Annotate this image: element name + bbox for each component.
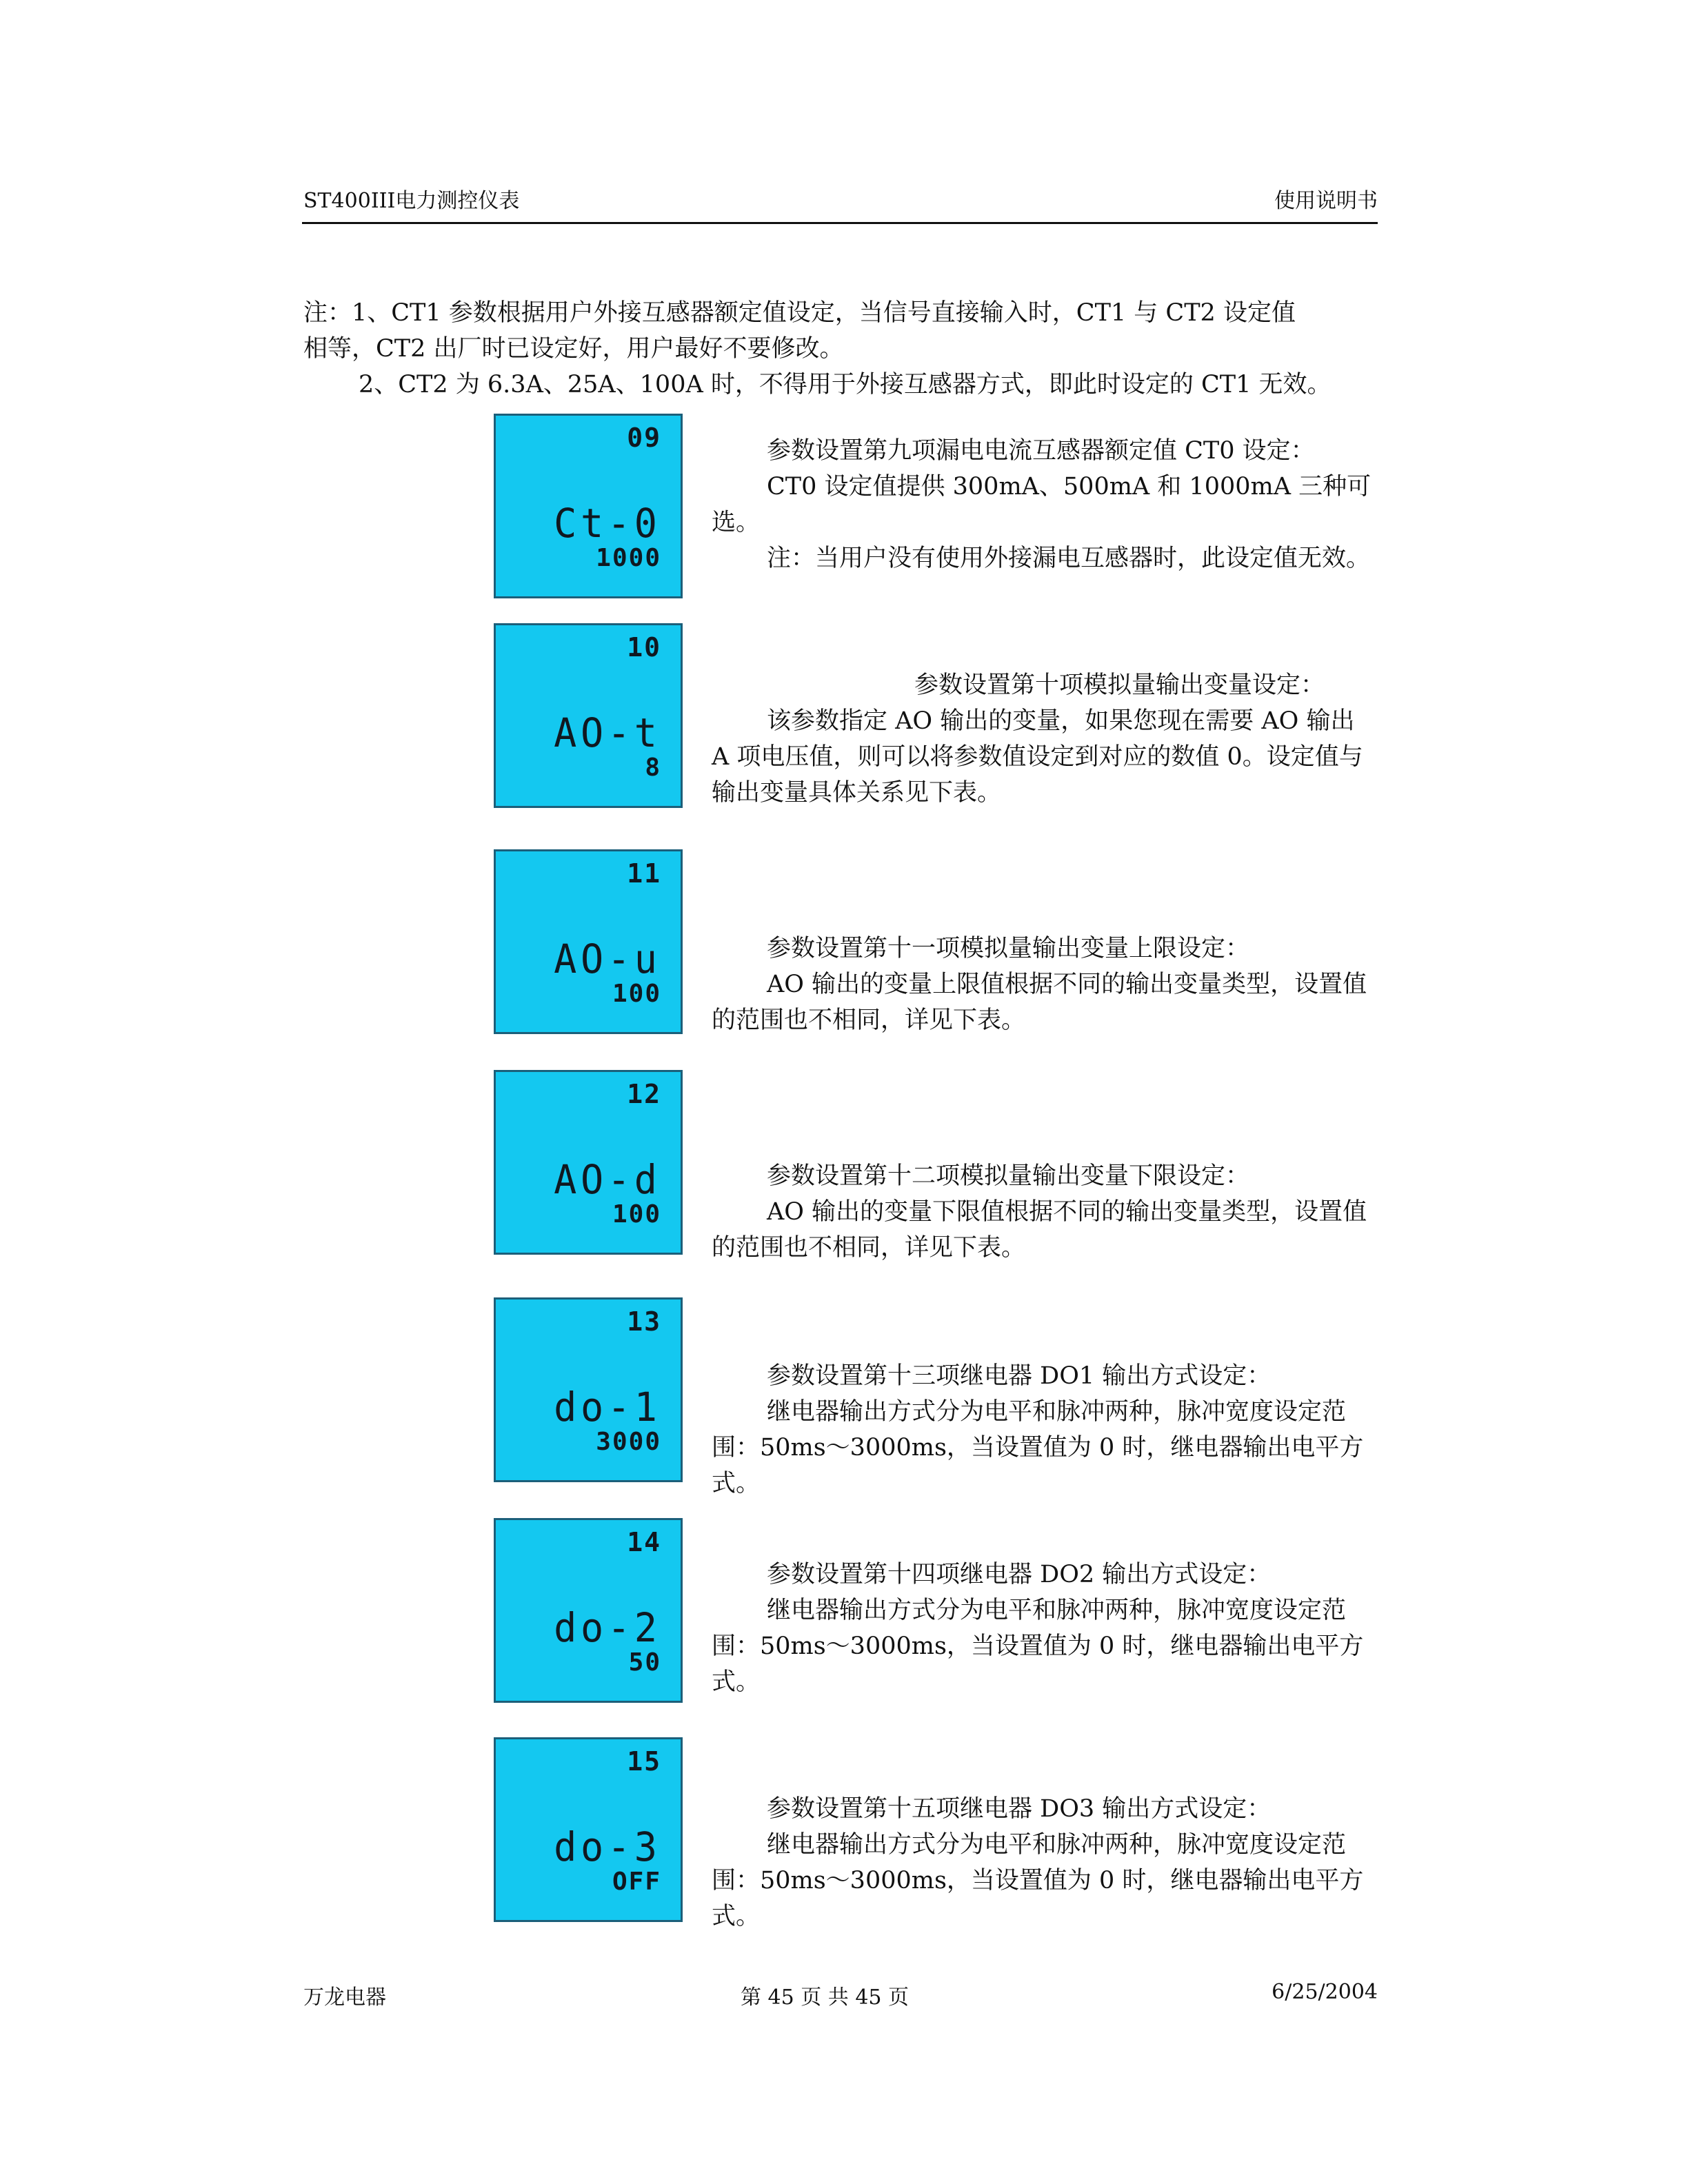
lcd-param-value: 100 bbox=[612, 1200, 661, 1228]
param-description-11 bbox=[712, 931, 1378, 1038]
footer-page-number: 第 45 页 共 45 页 bbox=[741, 1985, 910, 2010]
lcd-item-number: 15 bbox=[627, 1746, 661, 1777]
param-title: 参数设置第十四项继电器 DO2 输出方式设定： bbox=[767, 1561, 1272, 1588]
header-divider bbox=[302, 222, 1378, 224]
lcd-param-code: do-2 bbox=[554, 1604, 661, 1651]
param-title: 参数设置第十二项模拟量输出变量下限设定： bbox=[767, 1162, 1250, 1190]
footer-date: 6/25/2004 bbox=[1272, 1980, 1378, 2004]
param-title: 参数设置第十一项模拟量输出变量上限设定： bbox=[767, 935, 1250, 962]
param-description-14 bbox=[712, 1557, 1378, 1700]
lcd-display-10 bbox=[494, 623, 683, 808]
param-body: AO 输出的变量上限值根据不同的输出变量类型，设置值的范围也不相同，详见下表。 bbox=[712, 971, 1367, 1034]
param-body: 该参数指定 AO 输出的变量，如果您现在需要 AO 输出 A 项电压值，则可以将参数值设定到对应的数值 0。设定值与输出变量具体关系见下表。 bbox=[712, 707, 1363, 807]
param-body: 继电器输出方式分为电平和脉冲两种，脉冲宽度设定范围：50ms～3000ms，当设置值为 0 时，继电器输出电平方式。 bbox=[712, 1398, 1364, 1497]
note-line-2: 相等，CT2 出厂时已设定好，用户最好不要修改。 bbox=[303, 335, 844, 363]
param-body: 继电器输出方式分为电平和脉冲两种，脉冲宽度设定范围：50ms～3000ms，当设置值为 0 时，继电器输出电平方式。 bbox=[712, 1597, 1364, 1696]
param-description-09 bbox=[712, 433, 1378, 576]
lcd-param-value: 100 bbox=[612, 980, 661, 1008]
lcd-param-code: AO-u bbox=[554, 936, 661, 982]
param-note: 注：当用户没有使用外接漏电互感器时，此设定值无效。 bbox=[767, 545, 1371, 572]
lcd-display-14 bbox=[494, 1518, 683, 1703]
lcd-item-number: 09 bbox=[627, 423, 661, 453]
lcd-param-code: do-3 bbox=[554, 1823, 661, 1870]
lcd-param-value: 8 bbox=[645, 754, 661, 782]
header-manual-label: 使用说明书 bbox=[1274, 189, 1378, 213]
lcd-display-11 bbox=[494, 849, 683, 1034]
footer-company: 万龙电器 bbox=[303, 1985, 386, 2010]
param-body: AO 输出的变量下限值根据不同的输出变量类型，设置值的范围也不相同，详见下表。 bbox=[712, 1198, 1367, 1262]
param-title: 参数设置第九项漏电电流互感器额定值 CT0 设定： bbox=[767, 437, 1315, 465]
param-body: CT0 设定值提供 300mA、500mA 和 1000mA 三种可选。 bbox=[712, 473, 1372, 536]
lcd-param-value: 50 bbox=[628, 1648, 661, 1677]
note-line-1: 注：1、CT1 参数根据用户外接互感器额定值设定，当信号直接输入时，CT1 与 CT2 设定值 bbox=[303, 299, 1296, 327]
lcd-param-code: Ct-0 bbox=[554, 500, 661, 547]
lcd-display-13 bbox=[494, 1297, 683, 1482]
param-description-10 bbox=[712, 667, 1378, 811]
lcd-display-15 bbox=[494, 1737, 683, 1922]
header-title: ST400III电力测控仪表 bbox=[303, 189, 520, 213]
param-body: 继电器输出方式分为电平和脉冲两种，脉冲宽度设定范围：50ms～3000ms，当设置值为 0 时，继电器输出电平方式。 bbox=[712, 1831, 1364, 1930]
lcd-item-number: 13 bbox=[627, 1306, 661, 1337]
lcd-param-value: OFF bbox=[612, 1868, 661, 1896]
param-description-12 bbox=[712, 1158, 1378, 1266]
lcd-item-number: 14 bbox=[627, 1527, 661, 1557]
lcd-param-code: do-1 bbox=[554, 1384, 661, 1430]
lcd-param-value: 3000 bbox=[596, 1428, 661, 1456]
lcd-display-09 bbox=[494, 414, 683, 598]
param-description-13 bbox=[712, 1358, 1378, 1502]
lcd-param-code: AO-d bbox=[554, 1156, 661, 1203]
lcd-item-number: 11 bbox=[627, 858, 661, 889]
lcd-item-number: 12 bbox=[627, 1079, 661, 1109]
param-title: 参数设置第十五项继电器 DO3 输出方式设定： bbox=[767, 1795, 1272, 1823]
param-title: 参数设置第十三项继电器 DO1 输出方式设定： bbox=[767, 1362, 1272, 1390]
lcd-param-code: AO-t bbox=[554, 709, 661, 756]
lcd-param-value: 1000 bbox=[596, 544, 661, 572]
notes-section bbox=[303, 295, 1379, 403]
lcd-item-number: 10 bbox=[627, 632, 661, 663]
lcd-display-12 bbox=[494, 1070, 683, 1255]
param-description-15 bbox=[712, 1791, 1378, 1934]
param-title: 参数设置第十项模拟量输出变量设定： bbox=[914, 671, 1325, 699]
note-line-3: 2、CT2 为 6.3A、25A、100A 时，不得用于外接互感器方式，即此时设定的 CT1 无效。 bbox=[359, 371, 1332, 398]
